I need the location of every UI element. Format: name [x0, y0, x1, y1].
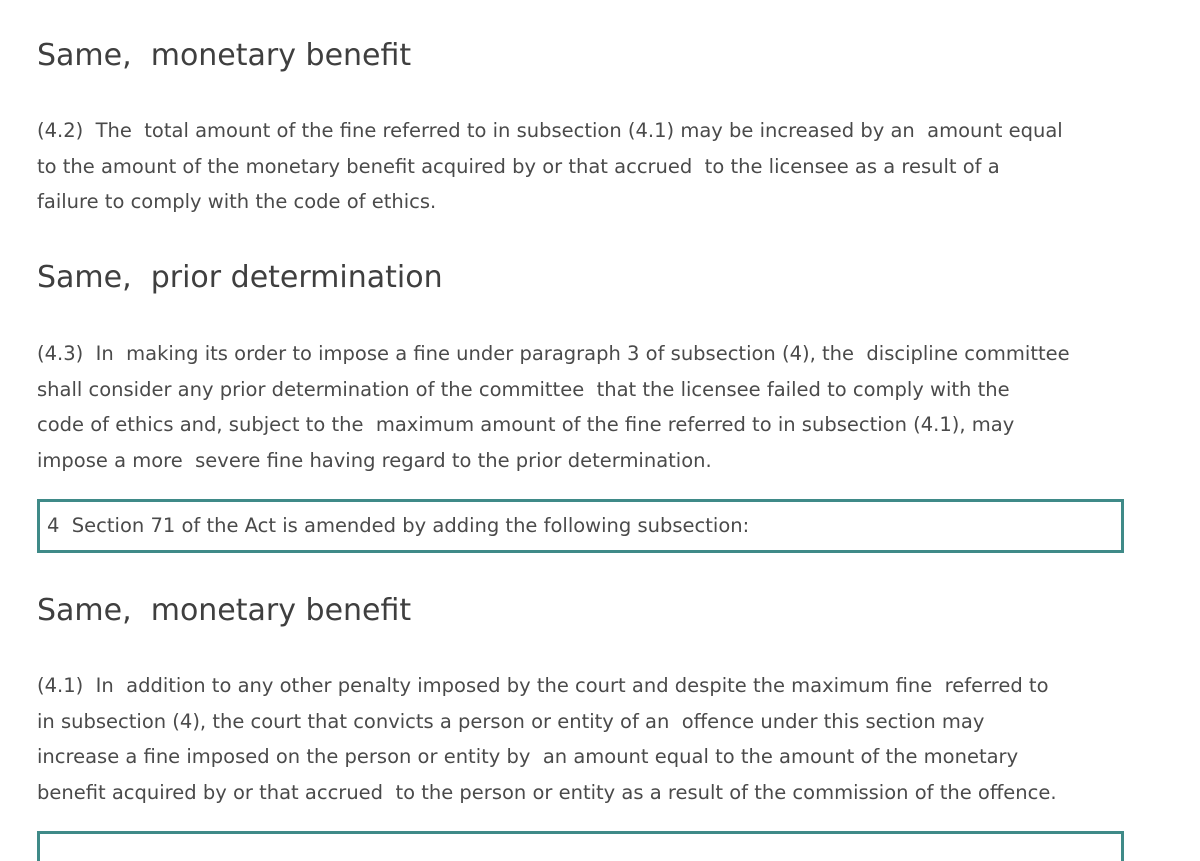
paragraph-line: code of ethics and, subject to the maximum amount of the fine referred to in subsection (4.1), may	[37, 413, 1015, 436]
paragraph-line: failure to comply with the code of ethics.	[37, 190, 437, 213]
amendment-text: 4 Section 71 of the Act is amended by adding the following subsection:	[47, 514, 750, 537]
paragraph-line: (4.2) The total amount of the fine referred to in subsection (4.1) may be increased by an amount equal	[37, 119, 1063, 142]
amendment-box	[37, 499, 1124, 553]
paragraph-line: shall consider any prior determination of the committee that the licensee failed to comply with the	[37, 377, 1010, 401]
subsection-4-3-paragraph	[37, 336, 1070, 478]
section-heading-prior-determination: Same, prior determination	[37, 260, 443, 295]
paragraph-line: to the amount of the monetary benefit acquired by or that accrued to the licensee as a result of a	[37, 154, 1000, 178]
paragraph-line: impose a more severe fine having regard to the prior determination.	[37, 448, 712, 472]
paragraph-line: increase a fine imposed on the person or entity by an amount equal to the amount of the monetary	[37, 745, 1019, 768]
subsection-4-2-paragraph	[37, 113, 1063, 220]
paragraph-line: (4.3) In making its order to impose a fine under paragraph 3 of subsection (4), the discipline committee	[37, 342, 1070, 365]
section-heading-monetary-benefit: Same, monetary benefit	[37, 38, 412, 73]
section-heading-monetary-benefit-2: Same, monetary benefit	[37, 593, 412, 628]
paragraph-line: in subsection (4), the court that convicts a person or entity of an offence under this section may	[37, 709, 985, 733]
paragraph-line: (4.1) In addition to any other penalty imposed by the court and despite the maximum fine referred to	[37, 674, 1049, 697]
paragraph-line: benefit acquired by or that accrued to the person or entity as a result of the commission of the offence.	[37, 780, 1057, 804]
subsection-4-1-paragraph	[37, 668, 1057, 810]
